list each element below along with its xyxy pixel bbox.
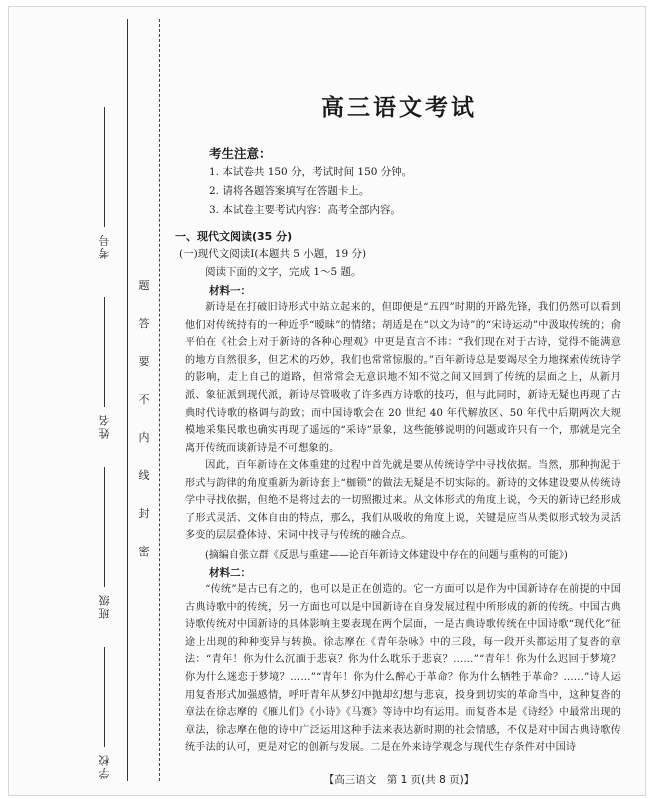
seal-char: 封	[138, 507, 150, 520]
binding-line-outer	[127, 19, 128, 781]
subsection-title: (一)现代文阅读Ⅰ(本题共 5 小题，19 分)	[179, 248, 367, 260]
seal-char: 不	[138, 393, 150, 406]
school-field	[97, 647, 113, 779]
notice-heading: 考生注意：	[209, 146, 272, 161]
notice-item: 3. 本试卷主要考试内容：高考全部内容。	[209, 204, 401, 216]
exam-number-field	[97, 107, 113, 259]
name-label: 姓名	[98, 413, 111, 439]
material-one-label: 材料一：	[209, 285, 251, 297]
material-two-paragraph-1: “传统”是古已有之的，也可以是正在创造的。它一方面可以是作为中国新诗存在前提的中国古典诗歌中的传统，另一方面也可以是中国新诗在自身发展过程中所形成的新的传统。中国古典诗歌传统对中国新诗的具体影响主要表现在两个层面，一是古典诗歌传统在中国诗歌“现代化”征途上出现的种种变异与转换。徐志摩在《青年杂咏》中的三段，每一段开头都运用了复沓的章法：“青年！你为什么沉湎于悲哀？你为什么耽乐于悲哀？……”“青年！你为什么迟回于梦境？你为什么迷恋于梦境？……”“青年！你为什么醉心于革命？你为什么牺牲于革命？……”诗人运用复沓形式加强感情，呼吁青年从梦幻中抛却幻想与悲哀，投身到切实的革命当中，这种复沓的章法在徐志摩的《雁儿们》《小诗》《马赛》等诗中均有运用。而复沓本是《诗经》中最常出现的章法，徐志摩在他的诗中广泛运用这种手法来表达新时期的社会情感，不仅是对中国古典诗歌传统手法的认可，更是对它的创新与发展。二是在外来诗学观念与现代生存条件对中国诗	[185, 584, 621, 754]
section-title: 一、现代文阅读(35 分)	[175, 230, 293, 243]
page-footer: 【高三语文 第 1 页(共 8 页)】	[323, 774, 475, 786]
notice-item: 2. 请将各题答案填写在答题卡上。	[209, 185, 370, 197]
school-label: 学校	[98, 753, 111, 779]
seal-char: 答	[138, 317, 150, 330]
name-field	[97, 297, 113, 439]
seal-line-dashed	[159, 19, 160, 781]
reading-instruction: 阅读下面的文字，完成 1～5 题。	[205, 266, 362, 278]
material-one-source: (摘编自张立群《反思与重建——论百年新诗文体建设中存在的问题与重构的可能》)	[205, 550, 568, 561]
seal-char: 内	[138, 431, 150, 444]
exam-page	[8, 6, 646, 796]
seal-char: 线	[138, 469, 150, 482]
notice-item: 1. 本试卷共 150 分，考试时间 150 分钟。	[209, 166, 413, 178]
seal-char: 密	[138, 545, 150, 558]
exam-title: 高三语文考试	[321, 95, 477, 121]
seal-char: 题	[138, 279, 150, 292]
material-one-paragraph-2: 因此，百年新诗在文体重建的过程中首先就是要从传统诗学中寻找依据。当然，那种拘泥于形式与韵律的角度重新为新诗套上“枷锁”的做法无疑是不切实际的。新诗的文体建设要从传统诗学中寻找依据，但绝不是将过去的一切照搬过来。从文体形式的角度上说，今天的新诗已经形成了形式灵活、文体自由的特点，那么，我们从吸收的角度上说，关键是应当从类似形式较为灵活多变的层层叠体诗、宋词中找寻与传统的融合点。	[185, 460, 621, 542]
material-two-label: 材料二：	[209, 567, 251, 579]
seal-char: 要	[138, 355, 150, 368]
exam-number-label: 考号	[98, 233, 111, 259]
material-one-paragraph-1: 新诗是在打破旧诗形式中站立起来的，但即便是“五四”时期的开路先锋，我们仍然可以看到他们对传统持有的一种近乎“暧昧”的情绪；胡适是在“以文为诗”的“宋诗运动”中汲取传统的；俞平伯在《社会上对于新诗的各种心理观》中更是直言不讳：“我们现在对于古诗，觉得不能满意的地方自然很多，但艺术的巧妙，我们也常常惊服的。”百年新诗总是要竭尽全力地探索传统诗学的影响，走上自己的道路，但常常会无意识地不知不觉之间又回到了传统的层面之上，从新月派、象征派到现代派，新诗尽管吸收了许多西方诗歌的技巧，但与此同时，新诗无疑也再现了古典时代诗歌的格调与韵致；而中国诗歌会在 20 世纪 40 年代解放区、50 年代中后期两次大规模地采集民歌也确实再现了遥远的“采诗”景象，这些能够说明的问题或许只有一个，那就是完全离开传统而谈新诗是不可想象的。	[185, 302, 621, 454]
class-field	[97, 467, 113, 619]
class-label: 班级	[98, 593, 111, 619]
